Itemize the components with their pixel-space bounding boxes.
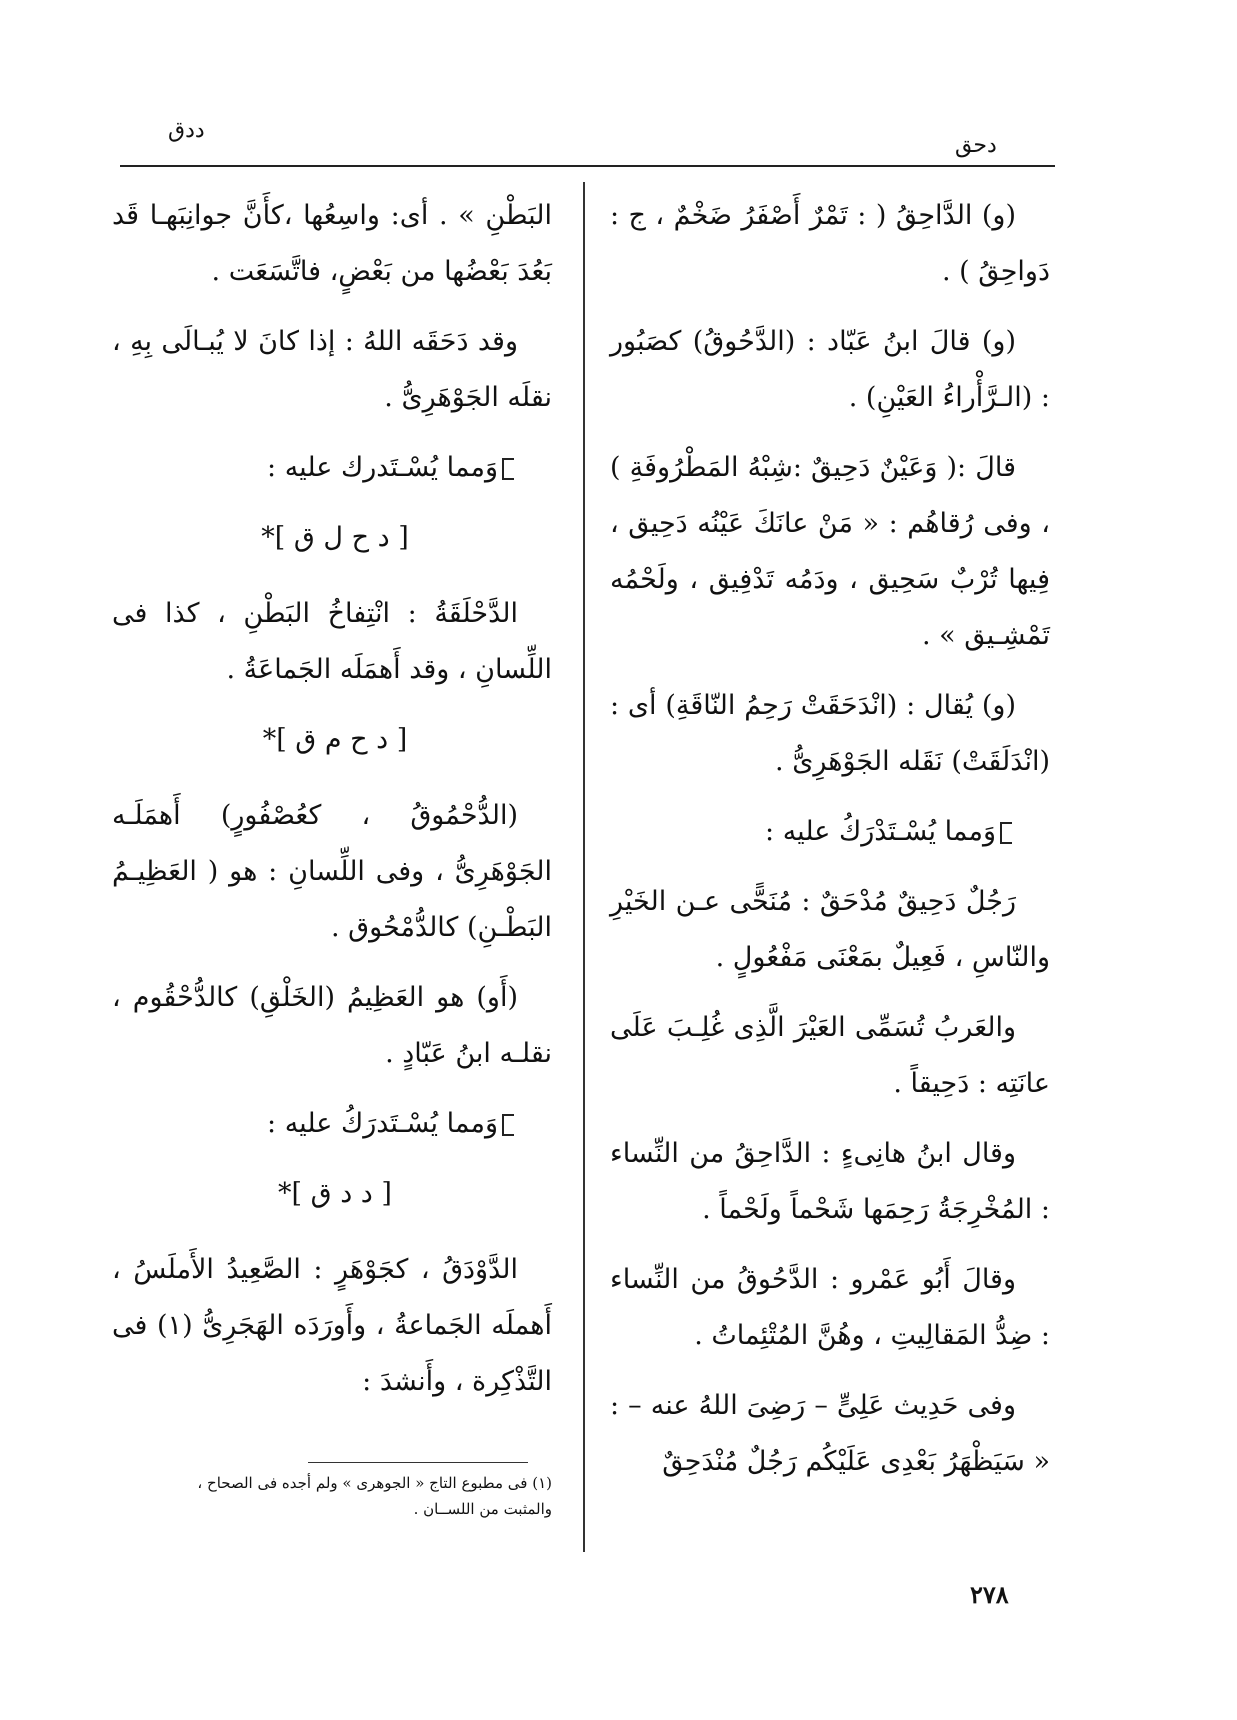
footnote-line: والمثبت من اللســان .	[413, 1500, 552, 1518]
entry-paragraph: وقال ابنُ هانِىءٍ : الدَّاحِقُ من النِّساء : المُخْرِجَةُ رَحِمَها شَحْماً ولَحْماً .	[610, 1138, 1050, 1225]
right-column	[610, 188, 1050, 1504]
running-header-right: دحق	[955, 133, 997, 158]
entry-paragraph: وقد دَحَقَه اللهُ : إذا كانَ لا يُبـالَى بِهِ ، نقلَه الجَوْهَرِىُّ .	[112, 326, 552, 413]
entry-paragraph: (و) يُقال : (انْدَحَقَتْ رَحِمُ النّاقَةِ) أى : (انْدَلَقَتْ) نَقَله الجَوْهَرِىُّ .	[610, 690, 1050, 777]
supplement-heading: وَمما يُسْـتَدْرَكُ عليه :	[610, 804, 1050, 860]
entry-paragraph: قالَ :( وَعَيْنٌ دَحِيقٌ :شِبْهُ المَطْرُوفَةِ ) ، وفى رُقاهُم : « مَنْ عانَكَ عَيْنُه دَحِيق ، فِيها تُرْبٌ سَحِيق ، ودَمُه تَدْفِيق ، ولَحْمُه تَمْشِـيق » .	[610, 452, 1050, 651]
entry-paragraph: (و) الدَّاحِقُ ( : تَمْرٌ أَصْفَرُ ضَخْمٌ ، ج : دَواحِقُ ) .	[610, 200, 1050, 287]
entry-paragraph: الدَّحْلَقَةُ : انْتِفاخُ البَطْنِ ، كذا فى اللِّسانِ ، وقد أَهمَلَه الجَماعَةُ .	[112, 598, 552, 685]
star-icon: *	[262, 724, 277, 755]
entry-paragraph: والعَربُ تُسَمِّى العَيْرَ الَّذِى غُلِـبَ عَلَى عانَتِه : دَحِيقاً .	[610, 1012, 1050, 1099]
root-heading: [ د ح م ق ]*	[262, 724, 408, 755]
supplement-heading: وَمما يُسْـتَدرَكُ عليه :	[112, 1096, 552, 1152]
entry-paragraph: وفى حَدِيث عَلِىٍّ – رَضِىَ اللهُ عنه – : « سَيَظْهَرُ بَعْدِى عَلَيْكُم رَجُلٌ مُنْدَحِقٌ	[610, 1390, 1050, 1477]
entry-paragraph: البَطْنِ » . أى: واسِعُها ،كأَنَّ جوانِبَهـا قَد بَعُدَ بَعْضُها من بَعْضٍ، فاتَّسَعَت .	[112, 200, 552, 287]
header-rule	[120, 165, 1055, 167]
running-header-left: ددق	[168, 118, 205, 143]
footnote-rule	[308, 1462, 528, 1463]
root-heading: [ د د ق ]*	[278, 1178, 392, 1209]
footnote	[112, 1470, 552, 1522]
left-column	[112, 188, 552, 1424]
bracket-mark-icon	[502, 1114, 514, 1136]
supplement-heading: وَمما يُسْـتَدرك عليه :	[112, 440, 552, 496]
star-icon: *	[261, 522, 275, 553]
entry-paragraph: (أَو) هو العَظِيمُ (الخَلْقِ) كالدُّحْقُوم ، نقلـه ابنُ عَبّادٍ .	[112, 982, 552, 1069]
entry-paragraph: (و) قالَ ابنُ عَبّاد : (الدَّحُوقُ) كصَبُور : (الـرَّأْراءُ العَيْنِ) .	[610, 326, 1050, 413]
bracket-mark-icon	[1000, 822, 1012, 844]
entry-paragraph: رَجُلٌ دَحِيقٌ مُدْحَقٌ : مُنَحًّى عـن الخَيْرِ والنّاسِ ، فَعِيلٌ بمَعْنَى مَفْعُولٍ .	[610, 886, 1050, 973]
root-heading: [ د ح ل ق ]*	[261, 522, 409, 553]
footnote-line: (١) فى مطبوع التاج « الجوهرى » ولم أجده فى الصحاح ،	[197, 1474, 552, 1492]
column-divider	[583, 182, 585, 1552]
page-number: ٢٧٨	[970, 1580, 1009, 1609]
star-icon: *	[278, 1178, 292, 1209]
entry-paragraph: الدَّوْدَقُ ، كجَوْهَرٍ : الصَّعِيدُ الأَملَسُ ، أَهملَه الجَماعةُ ، وأَورَدَه الهَجَرِىُّ (١) فى التَّذْكِرة ، وأَنشدَ :	[112, 1254, 553, 1397]
entry-paragraph: وقالَ أَبُو عَمْرو : الدَّحُوقُ من النِّساء : ضِدُّ المَقالِيتِ ، وهُنَّ المُتْئِماتُ .	[610, 1264, 1050, 1351]
entry-paragraph: (الدُّحْمُوقُ ، كعُصْفُورٍ) أَهمَلَـه الجَوْهَرِىُّ ، وفى اللِّسانِ : هو ( العَظِيـمُ البَطْـنِ) كالدُّمْحُوق .	[112, 800, 552, 943]
bracket-mark-icon	[502, 458, 514, 480]
